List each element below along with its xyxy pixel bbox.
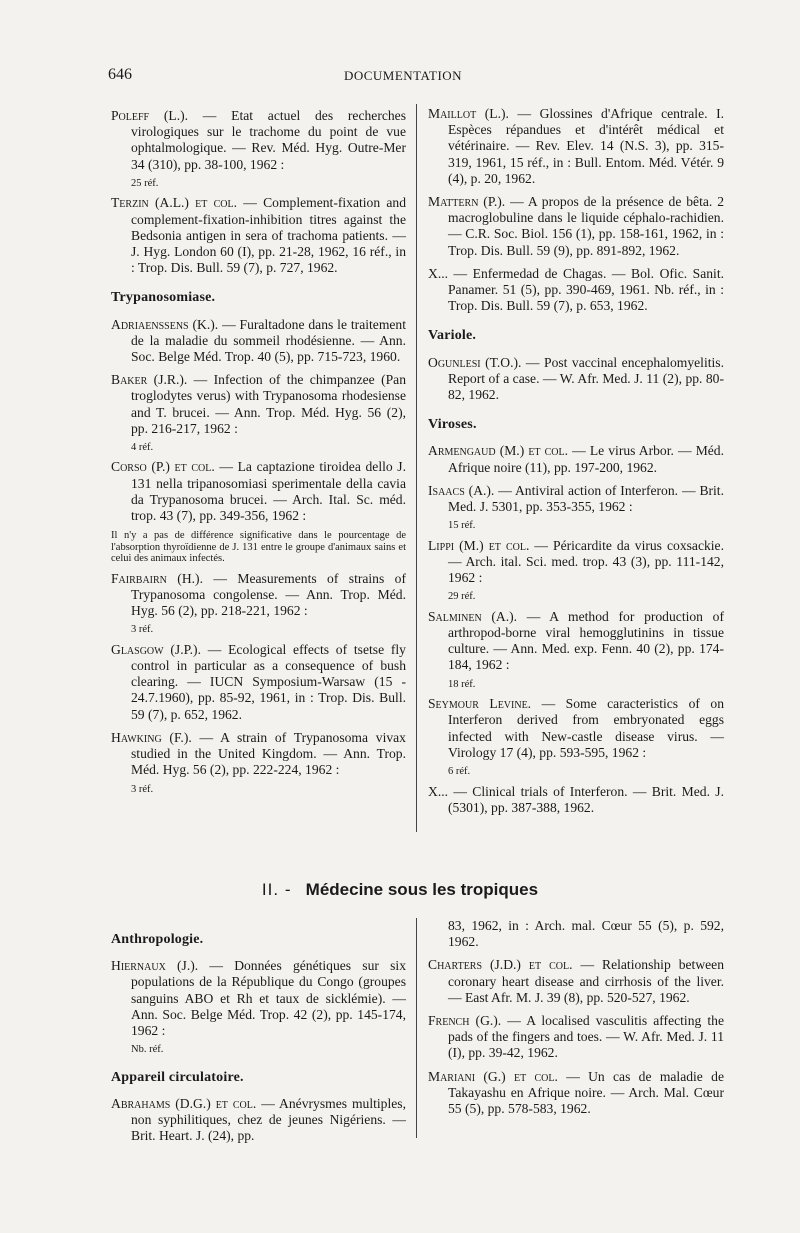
entry-text: — A method for production of arthropod-borne viral hemogglutinins in tissue culture. — Ann. Med. exp. Fenn. 40 (2), pp. 174-184, 1962 : [448, 608, 724, 673]
section-title [0, 880, 800, 900]
bibliography-entry [428, 1069, 724, 1118]
entry-text: — Anévrysmes multiples, non syphilitiques, chez de jeunes Nigériens. — Brit. Heart. J. (24), pp. [131, 1095, 406, 1144]
entry-author: Glasgow (J.P.). [111, 641, 201, 657]
bibliography-entry [111, 571, 406, 620]
entry-text: — Données génétiques sur six populations de la République du Congo (groupes sanguins ABO et Rh et taux de sicklémie). — Ann. Soc. Belge Méd. Trop. 42 (2), pp. 145-174, 1962 : [131, 958, 406, 1039]
entry-text: — Some caracteristics of on Interferon derived from embryonated eggs infected with New-castle disease virus. — Virology 17 (4), pp. 593-595, 1962 : [448, 696, 724, 760]
bibliography-entry [428, 957, 724, 1006]
column-divider-top [416, 104, 417, 832]
bibliography-entry [428, 1013, 724, 1062]
entry-reference-count: 3 réf. [131, 783, 154, 795]
entry-author: Salminen (A.). [428, 608, 518, 624]
entry-author: Baker (J.R.). [111, 372, 188, 388]
entry-text: — Measurements of strains of Trypanosoma congolense. — Ann. Trop. Méd. Hyg. 56 (2), pp. 218-221, 1962 : [131, 570, 406, 619]
entry-author: Hiernaux (J.). [111, 958, 199, 974]
entry-author: Hawking (F.). [111, 729, 192, 745]
entry-reference-count: 3 réf. [131, 624, 154, 636]
running-title: DOCUMENTATION [343, 68, 463, 83]
entry-text: — La captazione tiroidea dello J. 131 nella tripanosomiasi sperimentale della cavia da Trypanosoma brucei. — Arch. Ital. Sc. méd. trop. 43 (7), pp. 349-356, 1962 : [131, 459, 406, 524]
bibliography-entry [428, 538, 724, 587]
entry-reference-count: 4 réf. [131, 441, 154, 453]
entry-text: — Ecological effects of tsetse fly control in particular as a consequence of bush clearing. — IUCN Symposium-Warsaw (15 - 24.7.1960), pp. 85-92, 1961, in : Trop. Dis. Bull. 59 (7), p. 652, 1962. [131, 641, 406, 722]
entry-text: — Furaltadone dans le traitement de la maladie du sommeil rhodésienne. — Ann. Soc. Belge Méd. Trop. 40 (5), pp. 715-723, 1960. [131, 316, 406, 364]
entry-author: Seymour Levine. [428, 696, 532, 712]
bibliography-entry [428, 609, 724, 674]
entry-author: Adriaenssens (K.). [111, 316, 219, 332]
bibliography-entry [428, 483, 724, 515]
bibliography-entry [111, 108, 406, 173]
entry-reference-count: 25 réf. [131, 177, 159, 189]
entry-author: Maillot (L.). [428, 106, 509, 121]
entry-text: — Infection of the chimpanzee (Pan troglodytes verus) with Trypanosoma rhodesiense and T. brucei. — Ann. Trop. Méd. Hyg. 56 (2), pp. 216-217, 1962 : [131, 372, 406, 436]
bibliography-entry [428, 696, 724, 761]
bibliography-entry [428, 266, 724, 315]
bibliography-entry [428, 194, 724, 259]
entry-continuation: 83, 1962, in : Arch. mal. Cœur 55 (5), p. 592, 1962. [448, 918, 724, 950]
entry-author: Corso (P.) et col. [111, 459, 215, 475]
column-right-top [428, 106, 724, 823]
column-right-bottom [428, 918, 724, 1124]
bibliography-entry [111, 195, 406, 276]
entry-text: — Etat actuel des recherches virologiques sur le trachome du point de vue ophtalmologique. — Rev. Méd. Hyg. Outre-Mer 34 (310), pp. 38-100, 1962 : [131, 108, 406, 172]
bibliography-entry [111, 317, 406, 366]
bibliography-entry [111, 459, 406, 524]
entry-text: — Clinical trials of Interferon. — Brit. Med. J. (5301), pp. 387-388, 1962. [448, 783, 724, 815]
entry-text: — Un cas de maladie de Takayashu en Afrique noire. — Arch. Mal. Cœur 55 (5), pp. 578-583, 1962. [448, 1068, 724, 1117]
subsection-heading: Appareil circulatoire. [111, 1069, 244, 1085]
entry-author: Isaacs (A.). [428, 482, 495, 498]
entry-text: — A localised vasculitis affecting the pads of the fingers and toes. — W. Afr. Med. J. 11 (I), pp. 39-42, 1962. [448, 1013, 724, 1061]
entry-text: — A strain of Trypanosoma vivax studied in the United Kingdom. — Ann. Trop. Méd. Hyg. 56 (2), pp. 222-224, 1962 : [131, 729, 406, 778]
bibliography-entry [111, 958, 406, 1039]
entry-reference-count: 18 réf. [448, 678, 476, 690]
entry-text: — Relationship between coronary heart disease and cirrhosis of the liver. — East Afr. M. J. 39 (8), pp. 520-527, 1962. [448, 957, 724, 1005]
entry-author: Mattern (P.). [428, 194, 506, 210]
bibliography-entry [111, 730, 406, 779]
entry-author: Mariani (G.) et col. [428, 1068, 558, 1084]
entry-text: — Complement-fixation and complement-fixation-inhibition titres against the Bedsonia antigen in sera of trachoma patients. — J. Hyg. London 60 (I), pp. 21-28, 1962, 16 réf., in : Trop. Dis. Bull. 59 (7), p. 727, 1962. [131, 195, 407, 276]
entry-text: — Péricardite da virus coxsackie. — Arch. ital. Sci. med. trop. 43 (3), pp. 111-142, 1962 : [448, 537, 724, 586]
column-left-bottom [111, 918, 406, 1152]
bibliography-entry [111, 1096, 406, 1145]
bibliography-entry [111, 642, 406, 723]
entry-text: — Le virus Arbor. — Méd. Afrique noire (11), pp. 197-200, 1962. [448, 443, 725, 475]
subsection-heading: Trypanosomiase. [111, 290, 216, 306]
entry-author: Lippi (M.) et col. [428, 537, 530, 553]
entry-text: — Glossines d'Afrique centrale. I. Espèces répandues et d'intérêt médical et vétérinaire. — Rev. Elev. 14 (N.S. 3), pp. 315-319, 1961, 15 réf., in : Bull. Entom. Méd. Vétér. 9 (4), p. 20, 1962. [448, 106, 724, 186]
entry-text: — Enfermedad de Chagas. — Bol. Ofic. Sanit. Panamer. 51 (5), pp. 390-469, 1961. Nb. réf., in : Trop. Dis. Bull. 59 (7), p. 653, 1962. [448, 265, 724, 314]
entry-text: — Post vaccinal encephalomyelitis. Report of a case. — W. Afr. Med. J. 11 (2), pp. 80-82, 1962. [448, 354, 724, 403]
entry-reference-count: 15 réf. [448, 520, 476, 532]
entry-author: Armengaud (M.) et col. [428, 443, 569, 459]
bibliography-entry [428, 784, 724, 816]
subsection-heading: Viroses. [428, 417, 477, 433]
entry-author: Terzin (A.L.) et col. [111, 195, 238, 211]
page-header [108, 66, 698, 86]
page-number: 646 [108, 66, 132, 83]
entry-reference-count: Nb. réf. [131, 1044, 164, 1056]
subsection-heading: Anthropologie. [111, 932, 204, 947]
entry-reference-count: 6 réf. [448, 766, 471, 777]
entry-text: — Antiviral action of Interferon. — Brit. Med. J. 5301, pp. 353-355, 1962 : [448, 482, 724, 515]
bibliography-entry [428, 106, 724, 187]
section-heading: Médecine sous les tropiques [305, 880, 539, 899]
entry-author: Fairbairn (H.). [111, 570, 203, 586]
bibliography-entry [428, 443, 724, 475]
entry-author: Ogunlesi (T.O.). [428, 354, 522, 370]
entry-annotation: Il n'y a pas de différence significative dans le pourcentage de l'absorption thyroïdienne de J. 131 entre le groupe d'animaux sains et celui des animaux infectés. [111, 530, 406, 565]
bibliography-entry [111, 372, 406, 437]
section-number: II. - [261, 880, 292, 899]
subsection-heading: Variole. [428, 328, 477, 344]
entry-author: X... [428, 265, 449, 281]
entry-author: Abrahams (D.G.) et col. [111, 1095, 257, 1111]
bibliography-entry [428, 355, 724, 404]
entry-author: Charters (J.D.) et col. [428, 957, 573, 973]
entry-author: X... [428, 783, 449, 799]
column-divider-bottom [416, 918, 417, 1138]
entry-text: — A propos de la présence de bêta. 2 macroglobuline dans le liquide céphalo-rachidien. — C.R. Soc. Biol. 156 (1), pp. 158-161, 1962, in : Trop. Dis. Bull. 59 (9), pp. 891-892, 1962. [448, 194, 724, 258]
entry-reference-count: 29 réf. [448, 591, 476, 603]
entry-author: Poleff (L.). [111, 108, 189, 123]
column-left-top [111, 108, 406, 801]
entry-author: French (G.). [428, 1013, 502, 1029]
